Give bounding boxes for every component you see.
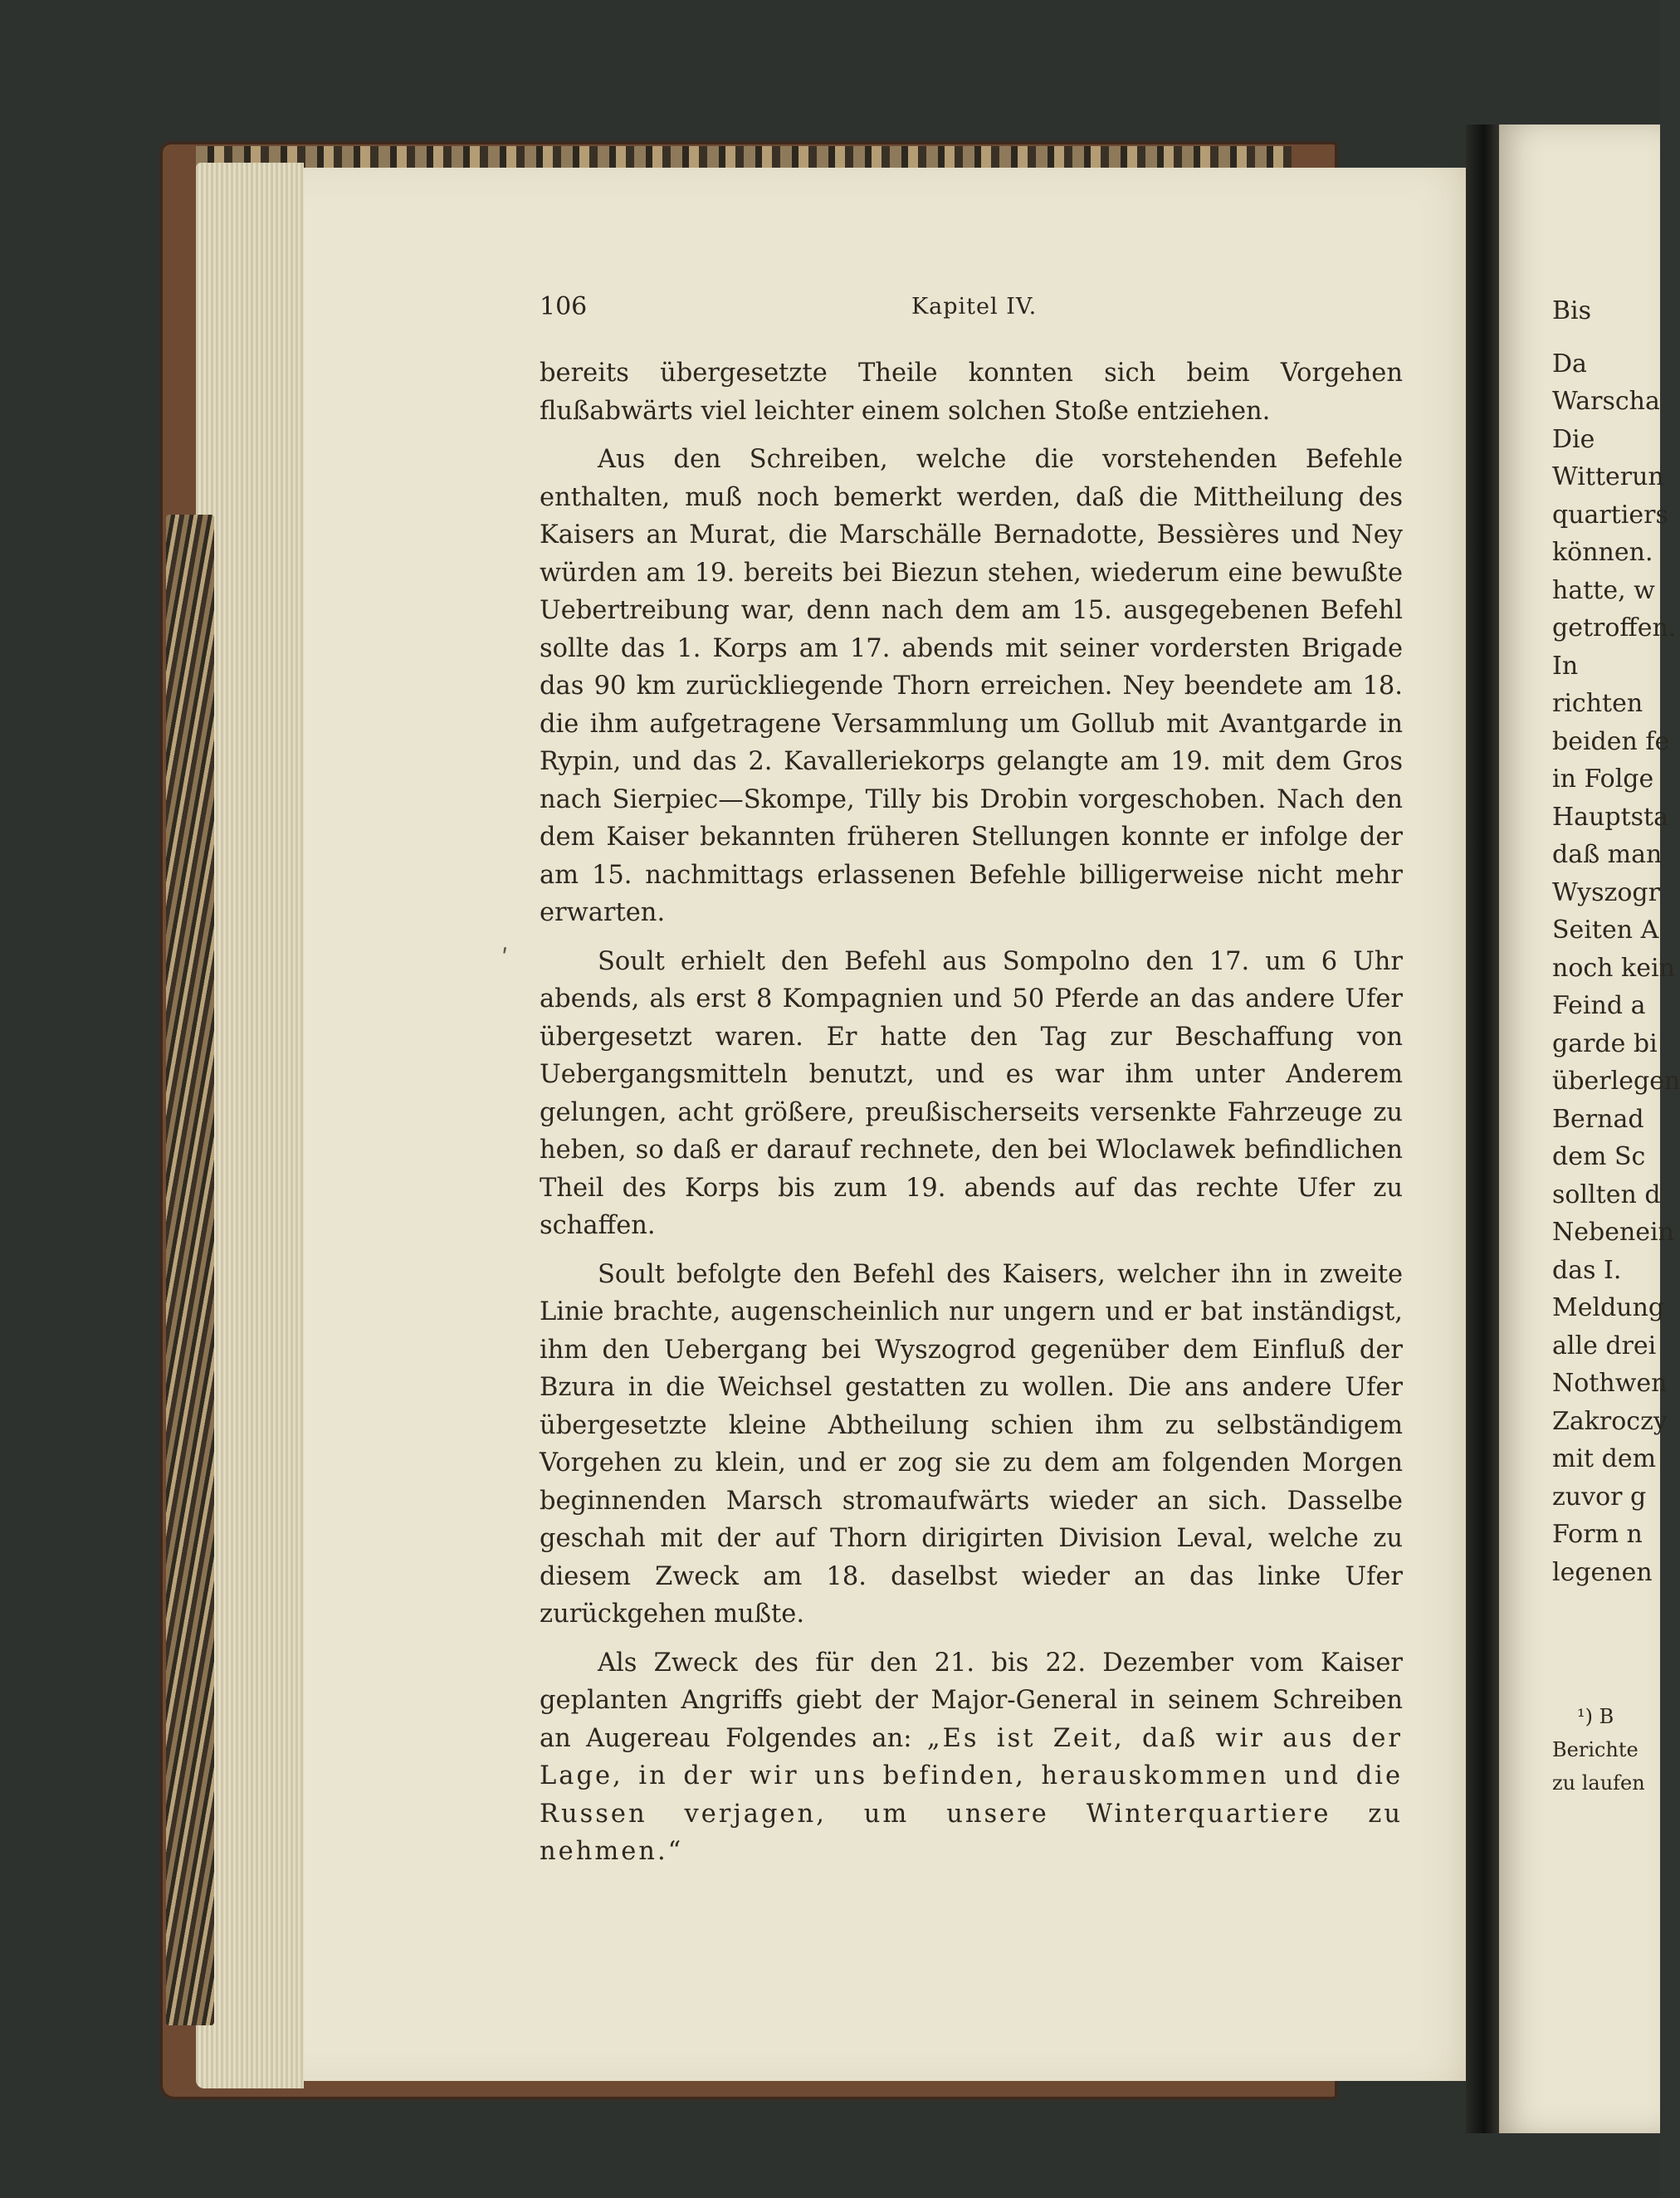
right-page-line: Wyszogr [1552,877,1660,907]
right-page-line: Feind a [1552,991,1646,1020]
right-page-line: Bis [1552,296,1592,325]
paragraph: Soult befolgte den Befehl des Kaisers, welcher ihn in zweite Linie brachte, augenscheinlich nur ungern und er bat inständigst, ihm den Uebergang bei Wyszogrod gegenüber dem Einfluß der Bzura in die Weichsel gestatten zu wollen. Die ans andere Ufer übergesetzte kleine Abtheilung schien ihm zu selbständigem Vorgehen zu klein, und er zog sie zu dem am folgenden Morgen beginnenden Marsch stromaufwärts wieder an sich. Dasselbe geschah mit der auf Thorn dirigirten Division Leval, welche zu diesem Zweck am 18. daselbst wieder an das linke Ufer zurückgehen mußte. [540,1259,1403,1629]
right-page-line: Nothwen [1552,1369,1668,1398]
right-page-line: Form n [1552,1520,1643,1549]
right-page-line: Die [1552,424,1595,454]
page-header [540,292,1453,325]
right-page-line: Nebenein [1552,1218,1674,1247]
right-page-line: Bernad [1552,1104,1644,1134]
right-page-line: garde bi [1552,1028,1658,1058]
right-page-line: In [1552,651,1579,681]
right-page-line: legenen [1552,1557,1653,1587]
paragraph: bereits übergesetzte Theile konnten sich beim Vorgehen flußabwärts viel leichter einem solchen Stoße entziehen. [540,359,1403,426]
right-page-line: können. [1552,538,1653,567]
right-page-line: quartiers [1552,500,1668,530]
pencil-mark: ʹ [501,945,509,974]
paragraph-intro: Als Zweck des für den 21. bis 22. Dezember vom Kaiser geplanten Angriffs giebt der Major-General in seinem Schreiben an Augereau Folgendes an: [540,1648,1403,1753]
right-page-line: in Folge [1552,764,1654,794]
right-page-line: alle drei [1552,1331,1657,1360]
right-page-text [1552,292,1680,1591]
paragraph: Soult erhielt den Befehl aus Sompolno den 17. um 6 Uhr abends, als erst 8 Kompagnien und 50 Pferde an das andere Ufer übergesetzt waren. Er hatte den Tag zur Beschaffung von Uebergangsmitteln benutzt, und es war ihm unter Anderem gelungen, acht größere, preußischerseits versenkte Fahrzeuge zu heben, so daß er darauf rechnete, den bei Wloclawek befindlichen Theil des Korps bis zum 19. abends auf das rechte Ufer zu schaffen. [540,946,1403,1240]
right-page-line: Hauptsta [1552,802,1668,832]
right-page-line: hatte, w [1552,575,1655,605]
right-page-line: sollten d [1552,1180,1661,1209]
marbled-spine [166,515,214,2025]
running-head: Kapitel IV. [911,294,1038,320]
right-page-line: Witterun [1552,462,1664,491]
right-page-line: mit dem [1552,1444,1657,1473]
right-page-line: zuvor g [1552,1482,1647,1512]
body-text [540,354,1403,1882]
right-page-line: Zakroczy [1552,1406,1668,1436]
right-page-line: dem Sc [1552,1142,1646,1171]
right-page-line: noch kein [1552,953,1675,983]
paragraph: Aus den Schreiben, welche die vorstehenden Befehle enthalten, muß noch bemerkt werden, daß die Mittheilung des Kaisers an Murat, die Marschälle Bernadotte, Bessières und Ney würden am 19. bereits bei Biezun stehen, wiederum eine bewußte Uebertreibung war, denn nach dem am 15. ausgegebenen Befehl sollte das 1. Korps am 17. abends mit seiner vordersten Brigade das 90 km zurückliegende Thorn erreichen. Ney beendete am 18. die ihm aufgetragene Versammlung um Gollub mit Avantgarde in Rypin, und das 2. Kavalleriekorps gelangte am 19. mit dem Gros nach Sierpiec—Skompe, Tilly bis Drobin vorgeschoben. Nach den dem Kaiser bekannten früheren Stellungen konnte er infolge der am 15. nachmittags erlassenen Befehle billigerweise nicht mehr erwarten. [540,445,1403,927]
paragraph-quote [540,1644,1403,1871]
right-page-line: getroffen. [1552,613,1677,642]
right-page-line: Da [1552,349,1587,379]
right-page-line: daß man [1552,840,1663,869]
footnote-line: zu laufen [1552,1771,1645,1795]
right-page-line: überlegen [1552,1067,1680,1096]
quotation: „Es ist Zeit, daß wir aus der Lage, in der wir uns befinden, herauskommen und die Russen verjagen, um unsere Winterquartiere zu nehmen.“ [540,1723,1404,1866]
right-page-footnotes [1552,1700,1660,1800]
right-page-line: Seiten A [1552,916,1659,945]
right-page-line: beiden fe [1552,726,1670,756]
footnote-line: ¹) B [1577,1705,1614,1728]
right-page-line: richten [1552,689,1643,718]
right-page-line: Warscha [1552,387,1660,416]
book-gutter [1466,125,1502,2133]
right-page-line: das I. [1552,1255,1622,1285]
page-number: 106 [540,292,588,321]
right-page-line: Meldung [1552,1293,1665,1322]
footnote-line: Berichte [1552,1738,1638,1761]
